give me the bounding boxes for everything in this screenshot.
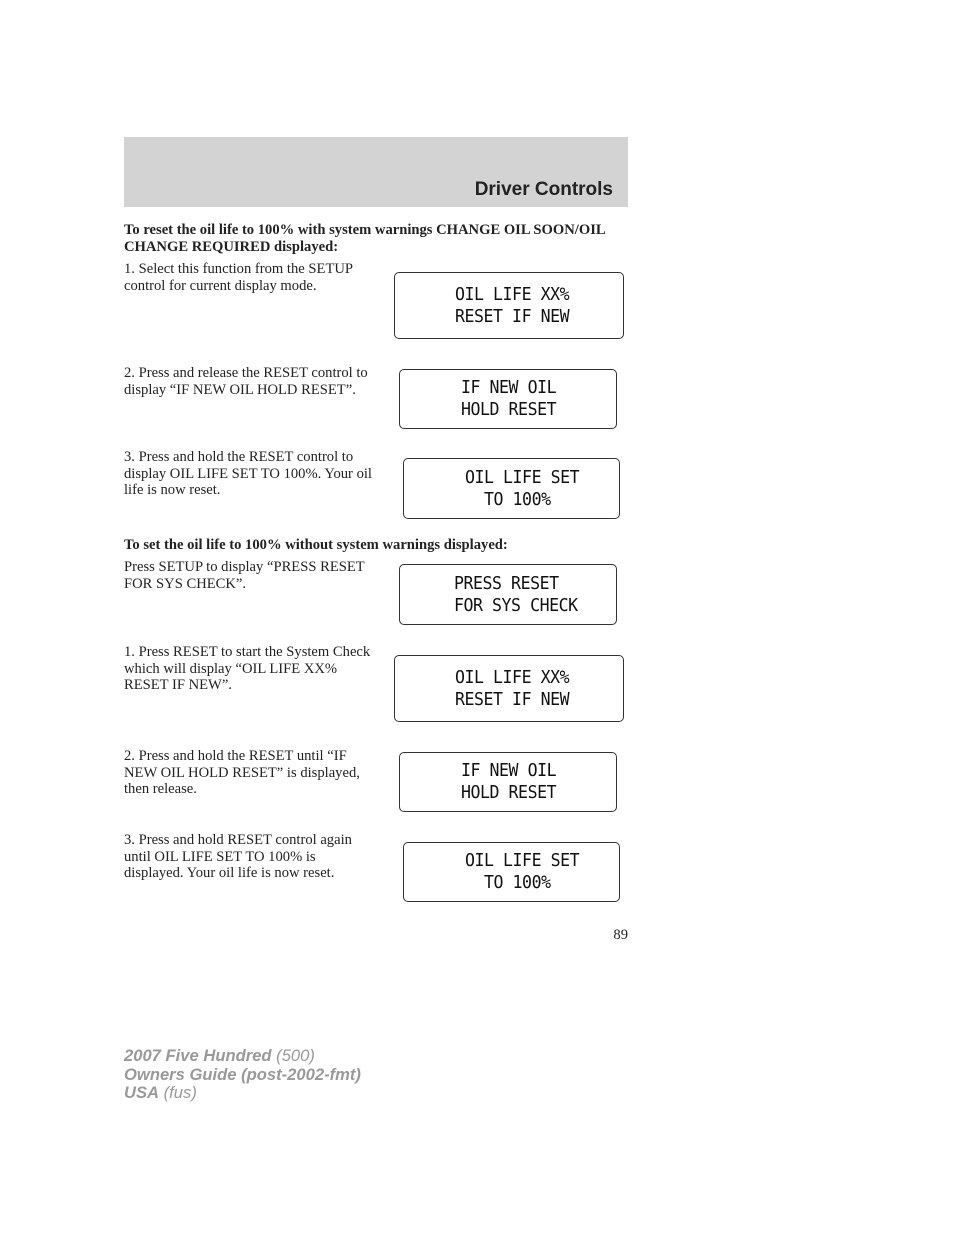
section-header-band xyxy=(124,137,628,207)
document-footer xyxy=(124,1047,361,1103)
footer-line-2 xyxy=(124,1066,361,1085)
display-line-1: OIL LIFE XX% xyxy=(455,666,570,688)
footer-line-3 xyxy=(124,1084,361,1103)
page-number: 89 xyxy=(613,927,628,943)
section1-step-3-text: 3. Press and hold the RESET control to display OIL LIFE SET TO 100%. Your oil life is now reset. xyxy=(124,449,372,498)
display-line-1: PRESS RESET xyxy=(454,572,559,594)
display-line-2: HOLD RESET xyxy=(461,782,557,803)
display-line-2: TO 100% xyxy=(465,488,551,510)
section2-step-3-display xyxy=(403,842,620,902)
section2-step-1-text: 1. Press RESET to start the System Check which will display “OIL LIFE XX% RESET IF NEW”. xyxy=(124,644,371,693)
display-line-1: IF NEW OIL xyxy=(461,760,557,781)
display-line-1: OIL LIFE SET xyxy=(465,850,580,871)
section1-step-1-text: 1. Select this function from the SETUP control for current display mode. xyxy=(124,261,353,294)
section1-step-1-display xyxy=(394,272,624,339)
section2-step-1-display xyxy=(394,655,624,722)
display-line-2: FOR SYS CHECK xyxy=(454,594,578,616)
footer-model: 2007 Five Hundred xyxy=(124,1046,272,1065)
footer-market-code: (fus) xyxy=(159,1083,197,1102)
display-line-1: OIL LIFE XX% xyxy=(455,283,570,305)
section2-step-2-text: 2. Press and hold the RESET until “IF NEW OIL HOLD RESET” is displayed, then release. xyxy=(124,748,360,797)
display-line-1: OIL LIFE SET xyxy=(465,466,580,488)
display-line-2: HOLD RESET xyxy=(461,399,557,420)
section1-step-2-text: 2. Press and release the RESET control to display “IF NEW OIL HOLD RESET”. xyxy=(124,365,368,398)
section1-heading: To reset the oil life to 100% with system warnings CHANGE OIL SOON/OIL CHANGE REQUIRED displayed: xyxy=(124,222,605,255)
section2-step-0-display xyxy=(399,564,617,625)
footer-line-1 xyxy=(124,1047,361,1066)
section2-step-3-text: 3. Press and hold RESET control again until OIL LIFE SET TO 100% is displayed. Your oil life is now reset. xyxy=(124,832,352,881)
footer-market: USA xyxy=(124,1083,160,1102)
display-line-2: RESET IF NEW xyxy=(455,688,570,710)
section1-step-3-display xyxy=(403,458,620,519)
footer-model-code: (500) xyxy=(271,1046,315,1065)
display-line-2: RESET IF NEW xyxy=(455,305,570,327)
section2-step-0-text: Press SETUP to display “PRESS RESET FOR SYS CHECK”. xyxy=(124,559,365,592)
display-line-2: TO 100% xyxy=(465,872,551,893)
section2-step-2-display xyxy=(399,752,617,812)
section1-step-2-display xyxy=(399,369,617,429)
footer-guide: Owners Guide (post-2002-fmt) xyxy=(124,1064,361,1084)
section2-heading: To set the oil life to 100% without system warnings displayed: xyxy=(124,537,508,553)
display-line-1: IF NEW OIL xyxy=(461,377,557,398)
section-title: Driver Controls xyxy=(474,179,613,200)
